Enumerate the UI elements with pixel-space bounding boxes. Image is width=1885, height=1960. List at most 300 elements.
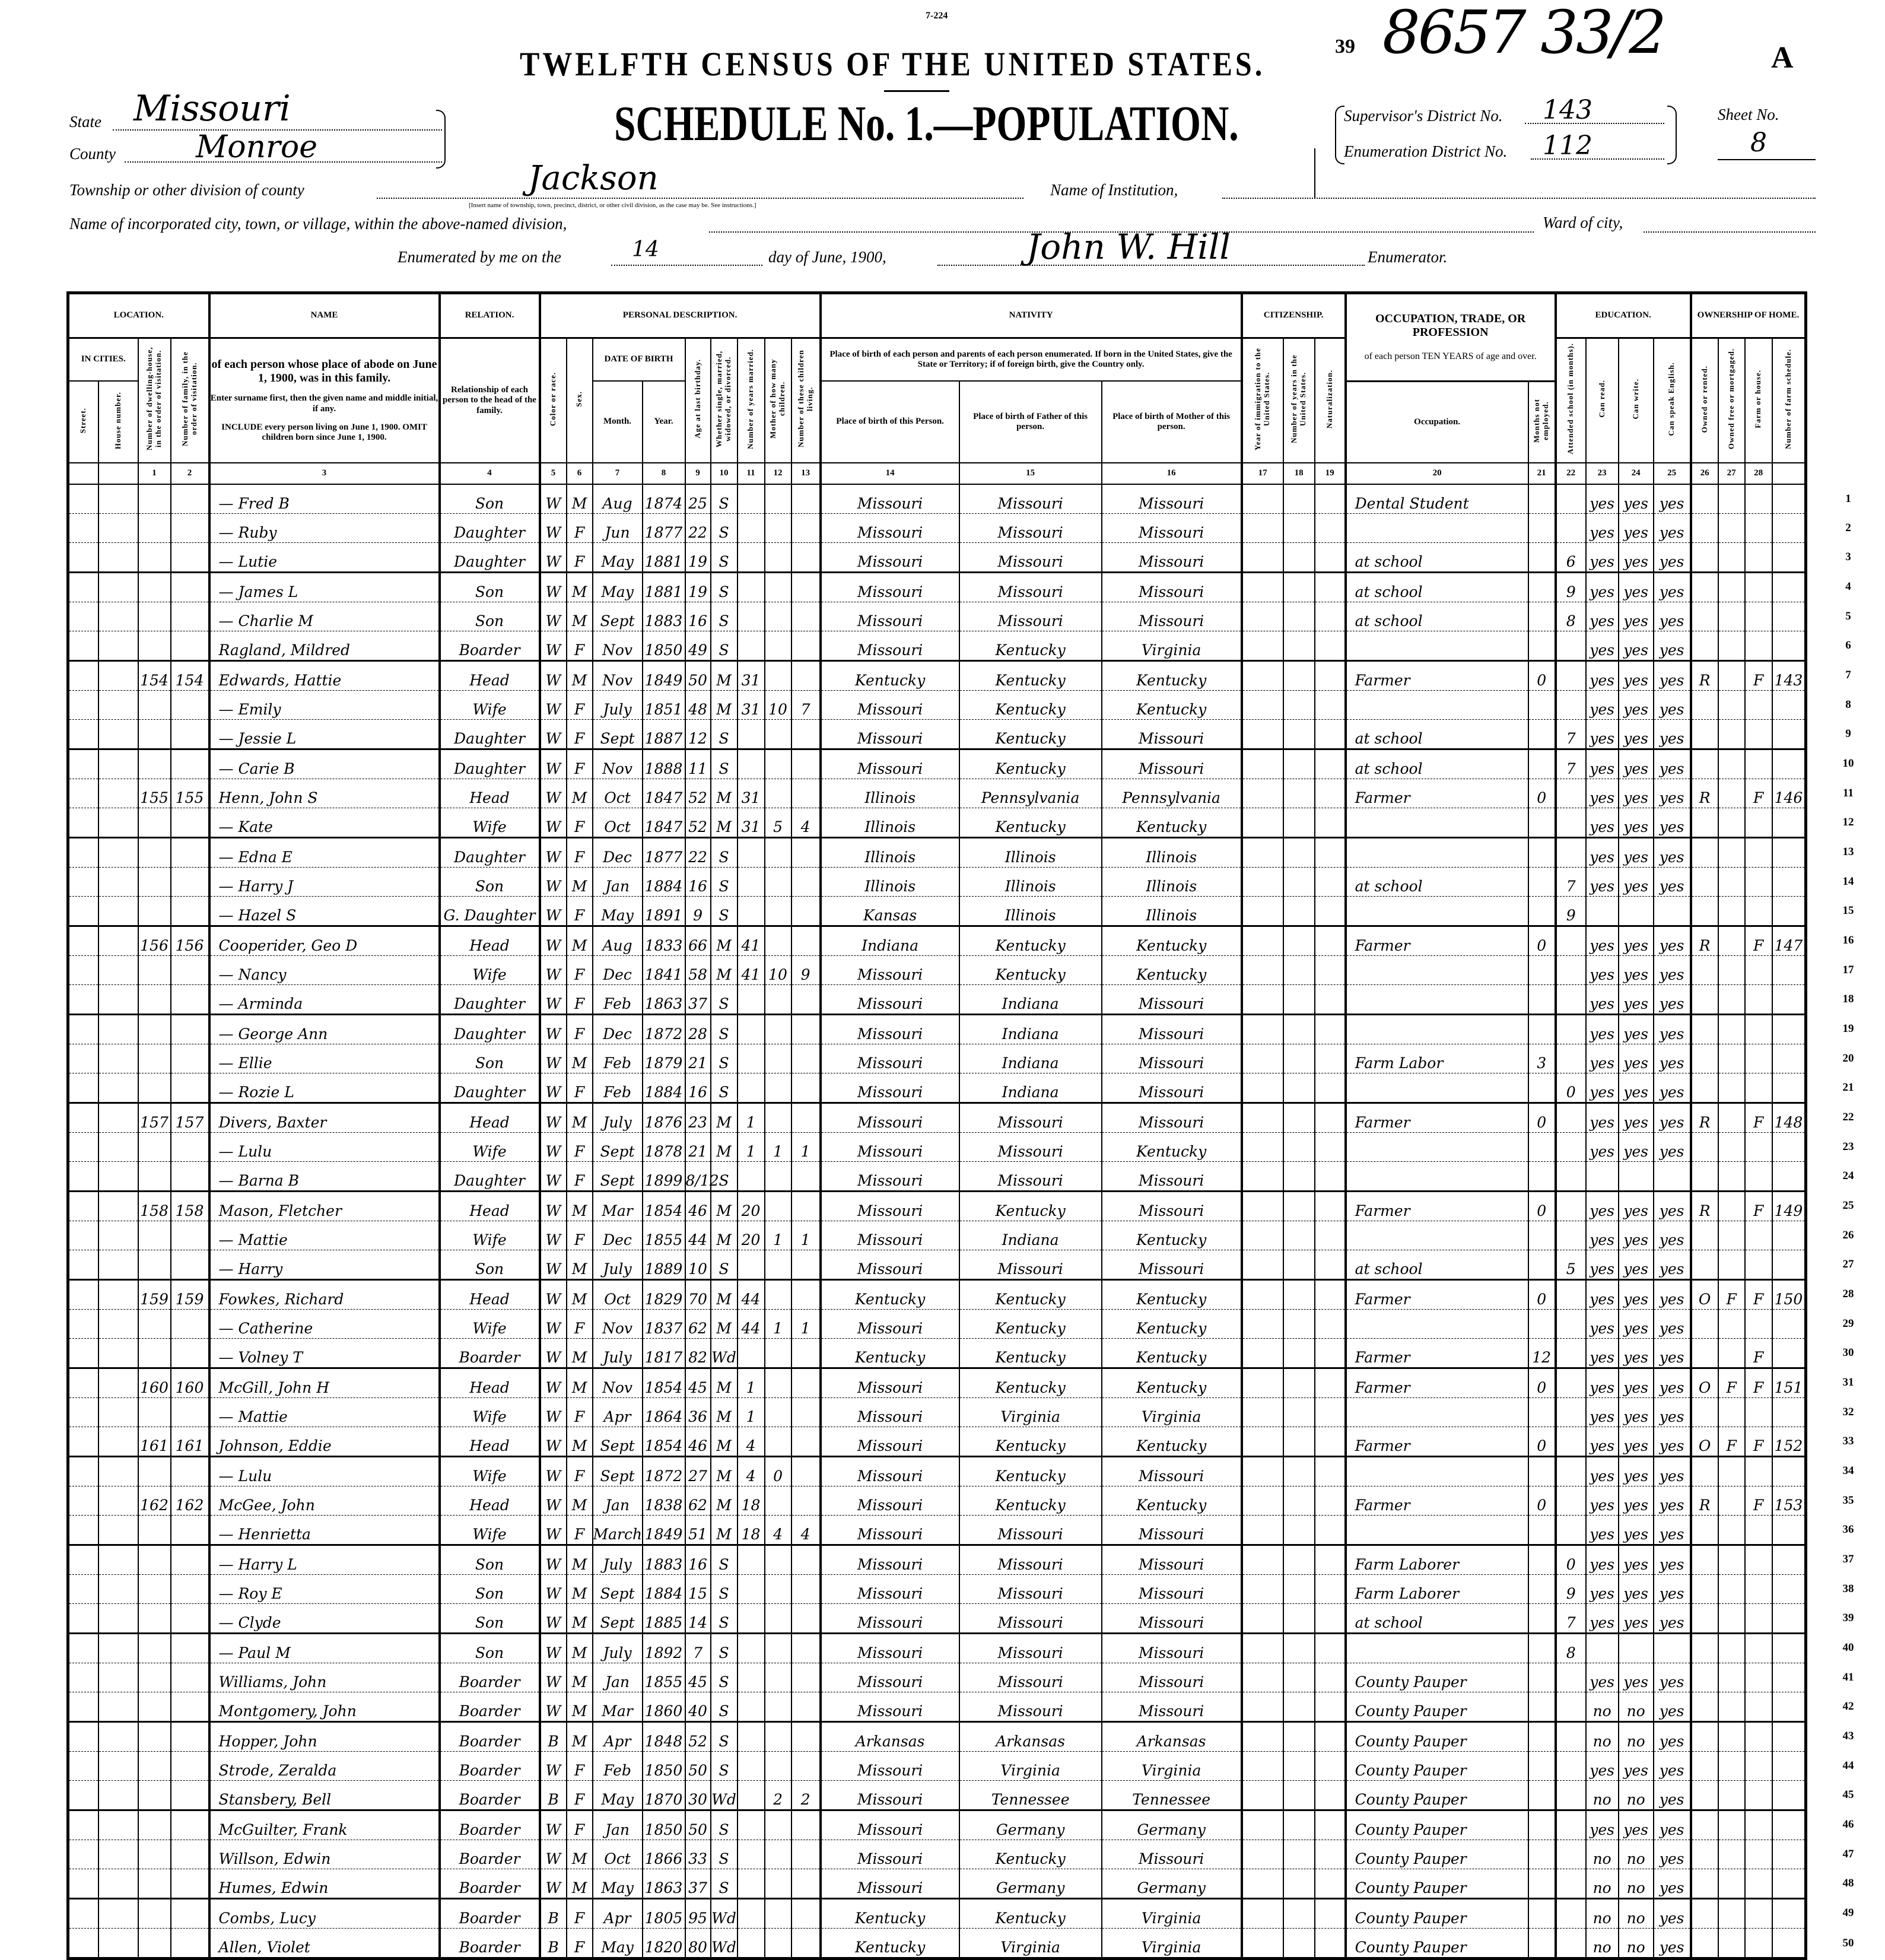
cell-relation: Daughter [440, 984, 540, 1014]
cell-family-number: 161 [171, 1427, 209, 1456]
cell-birth-month: July [593, 1338, 643, 1368]
cell-attended-school [1556, 1103, 1586, 1132]
cell-farm-schedule [1772, 955, 1806, 984]
cell-can-read: yes [1586, 926, 1619, 955]
cell-birthplace-father: Indiana [959, 1073, 1102, 1103]
cell-birth-year: 1848 [643, 1721, 685, 1751]
cell-marital-status: M [711, 1397, 738, 1427]
cell-mother-of [765, 1721, 791, 1751]
cell-free-mortgaged [1718, 1515, 1745, 1545]
table-row [68, 779, 1806, 808]
cell-years-in-us [1283, 749, 1315, 779]
cell-attended-school [1556, 1898, 1586, 1928]
cell-mother-of [765, 779, 791, 808]
cell-children-living [791, 1663, 821, 1692]
cell-name: — Lulu [209, 1456, 440, 1486]
cell-dwelling-number [138, 572, 171, 602]
cell-years-in-us [1283, 1073, 1315, 1103]
cell-family-number [171, 1574, 209, 1603]
cell-attended-school [1556, 1456, 1586, 1486]
cell-age: 7 [685, 1633, 711, 1663]
cell-birth-year: 1872 [643, 1014, 685, 1044]
cell-name: McGill, John H [209, 1368, 440, 1397]
cell-years-in-us [1283, 1368, 1315, 1397]
cell-birth-month: July [593, 1250, 643, 1279]
cell-relation: Wife [440, 955, 540, 984]
cell-years-married [738, 1073, 765, 1103]
cell-occupation: Farmer [1346, 1486, 1528, 1515]
header-owned-rented: Owned or rented. [1691, 338, 1718, 463]
cell-birth-month: Oct [593, 1279, 643, 1309]
cell-sex: M [567, 572, 593, 602]
cell-birthplace-father: Kentucky [959, 955, 1102, 984]
cell-months-not-employed [1528, 542, 1556, 572]
cell-attended-school [1556, 1161, 1586, 1191]
cell-street [68, 867, 98, 896]
census-title: TWELFTH CENSUS OF THE UNITED STATES. [520, 45, 1266, 83]
cell-owned-rented [1691, 1161, 1718, 1191]
table-row [68, 484, 1806, 514]
cell-occupation: Farm Laborer [1346, 1574, 1528, 1603]
cell-relation: Head [440, 1191, 540, 1221]
cell-occupation: County Pauper [1346, 1663, 1528, 1692]
cell-street [68, 572, 98, 602]
cell-children-living [791, 660, 821, 690]
cell-birth-month: Sept [593, 1161, 643, 1191]
cell-immigration-year [1242, 1103, 1283, 1132]
cell-months-not-employed [1528, 1663, 1556, 1692]
cell-can-write: yes [1619, 984, 1654, 1014]
cell-years-married [738, 542, 765, 572]
cell-birthplace-father: Missouri [959, 1132, 1102, 1161]
cell-immigration-year [1242, 602, 1283, 631]
cell-immigration-year [1242, 1545, 1283, 1574]
cell-street [68, 1132, 98, 1161]
cell-birthplace-person: Missouri [821, 1633, 959, 1663]
cell-birthplace-mother: Germany [1102, 1869, 1242, 1898]
cell-free-mortgaged [1718, 1810, 1745, 1840]
cell-months-not-employed: 0 [1528, 1191, 1556, 1221]
cell-years-in-us [1283, 955, 1315, 984]
cell-owned-rented [1691, 1456, 1718, 1486]
cell-occupation [1346, 1456, 1528, 1486]
cell-owned-rented [1691, 1751, 1718, 1780]
cell-immigration-year [1242, 1368, 1283, 1397]
cell-years-married [738, 1545, 765, 1574]
cell-house-number [98, 513, 138, 542]
cell-birth-year: 1885 [643, 1603, 685, 1633]
cell-years-married [738, 837, 765, 867]
cell-free-mortgaged [1718, 1898, 1745, 1928]
line-number: 4 [1845, 580, 1851, 593]
cell-years-in-us [1283, 1427, 1315, 1456]
cell-name: McGuilter, Frank [209, 1810, 440, 1840]
cell-can-speak-english: yes [1654, 1751, 1691, 1780]
cell-owned-rented [1691, 1132, 1718, 1161]
cell-naturalization [1315, 484, 1346, 514]
cell-age: 52 [685, 808, 711, 837]
header-can-read: Can read. [1586, 338, 1619, 463]
cell-age: 36 [685, 1397, 711, 1427]
cell-naturalization [1315, 690, 1346, 719]
cell-occupation: at school [1346, 572, 1528, 602]
cell-relation: Son [440, 1545, 540, 1574]
cell-years-married: 20 [738, 1191, 765, 1221]
cell-immigration-year [1242, 542, 1283, 572]
cell-farm-schedule [1772, 984, 1806, 1014]
cell-street [68, 1515, 98, 1545]
cell-sex: F [567, 808, 593, 837]
cell-family-number [171, 896, 209, 926]
table-row [68, 926, 1806, 955]
cell-immigration-year [1242, 896, 1283, 926]
cell-house-number [98, 719, 138, 749]
cell-house-number [98, 690, 138, 719]
cell-birthplace-person: Missouri [821, 1486, 959, 1515]
cell-age: 21 [685, 1044, 711, 1073]
cell-years-in-us [1283, 837, 1315, 867]
cell-relation: Boarder [440, 1928, 540, 1958]
cell-free-mortgaged [1718, 1603, 1745, 1633]
cell-birth-month: Feb [593, 1073, 643, 1103]
cell-street [68, 1338, 98, 1368]
cell-attended-school [1556, 631, 1586, 660]
cell-naturalization [1315, 1633, 1346, 1663]
cell-marital-status: S [711, 867, 738, 896]
line-number: 45 [1842, 1789, 1854, 1802]
cell-can-write [1619, 1633, 1654, 1663]
header-nativity-description: Place of birth of each person and parents of each person enumerated. If born in the United States, give the State or Territory; if of foreign birth, give the Country only. [821, 338, 1242, 382]
cell-mother-of: 0 [765, 1456, 791, 1486]
cell-birth-year: 1887 [643, 719, 685, 749]
cell-color: W [540, 1869, 567, 1898]
cell-birth-month: Dec [593, 955, 643, 984]
cell-owned-rented: O [1691, 1427, 1718, 1456]
cell-free-mortgaged [1718, 749, 1745, 779]
cell-months-not-employed [1528, 1633, 1556, 1663]
cell-dwelling-number [138, 1044, 171, 1073]
cell-farm-house [1745, 984, 1772, 1014]
cell-farm-schedule: 143 [1772, 660, 1806, 690]
cell-birth-year: 1899 [643, 1161, 685, 1191]
cell-relation: Boarder [440, 1869, 540, 1898]
cell-naturalization [1315, 749, 1346, 779]
cell-years-married: 18 [738, 1515, 765, 1545]
cell-birthplace-mother: Kentucky [1102, 1368, 1242, 1397]
cell-birthplace-mother: Missouri [1102, 1073, 1242, 1103]
cell-immigration-year [1242, 1751, 1283, 1780]
cell-farm-house: F [1745, 1191, 1772, 1221]
table-row [68, 1869, 1806, 1898]
sheet-line [1718, 159, 1816, 160]
cell-farm-house [1745, 749, 1772, 779]
cell-owned-rented [1691, 1014, 1718, 1044]
cell-sex: F [567, 1810, 593, 1840]
cell-free-mortgaged [1718, 1751, 1745, 1780]
cell-months-not-employed [1528, 1014, 1556, 1044]
cell-birth-month: Oct [593, 808, 643, 837]
cell-name: — Rozie L [209, 1073, 440, 1103]
cell-attended-school [1556, 1692, 1586, 1721]
cell-birthplace-father: Missouri [959, 1603, 1102, 1633]
table-row [68, 1898, 1806, 1928]
cell-owned-rented [1691, 1574, 1718, 1603]
cell-owned-rented: O [1691, 1368, 1718, 1397]
cell-age: 50 [685, 660, 711, 690]
cell-birthplace-mother: Missouri [1102, 1191, 1242, 1221]
cell-can-write: no [1619, 1721, 1654, 1751]
cell-free-mortgaged [1718, 572, 1745, 602]
header-free-mortgaged: Owned free or mortgaged. [1718, 338, 1745, 463]
cell-birth-month: Oct [593, 779, 643, 808]
cell-birthplace-person: Missouri [821, 1869, 959, 1898]
cell-farm-schedule [1772, 631, 1806, 660]
cell-house-number [98, 1486, 138, 1515]
cell-age: 46 [685, 1191, 711, 1221]
cell-relation: Son [440, 572, 540, 602]
cell-farm-house [1745, 1721, 1772, 1751]
cell-color: W [540, 749, 567, 779]
cell-can-speak-english: yes [1654, 1309, 1691, 1338]
cell-years-married [738, 1780, 765, 1810]
cell-children-living: 2 [791, 1780, 821, 1810]
cell-children-living [791, 896, 821, 926]
cell-color: W [540, 1515, 567, 1545]
cell-months-not-employed [1528, 837, 1556, 867]
header-relation-description: Relationship of each person to the head of the family. [440, 338, 540, 463]
column-number: 5 [540, 463, 567, 484]
cell-house-number [98, 1692, 138, 1721]
cell-marital-status: S [711, 1810, 738, 1840]
cell-street [68, 1574, 98, 1603]
table-row [68, 1397, 1806, 1427]
cell-birthplace-mother: Tennessee [1102, 1780, 1242, 1810]
cell-house-number [98, 896, 138, 926]
cell-children-living [791, 1603, 821, 1633]
cell-immigration-year [1242, 1928, 1283, 1958]
cell-dwelling-number [138, 513, 171, 542]
column-number: 1 [138, 463, 171, 484]
column-number: 24 [1619, 463, 1654, 484]
cell-farm-schedule [1772, 572, 1806, 602]
cell-birth-month: Dec [593, 1014, 643, 1044]
cell-months-not-employed [1528, 484, 1556, 514]
cell-farm-house [1745, 1780, 1772, 1810]
cell-can-write [1619, 1161, 1654, 1191]
cell-months-not-employed [1528, 1928, 1556, 1958]
cell-can-write: yes [1619, 1221, 1654, 1250]
cell-birthplace-father: Kentucky [959, 1456, 1102, 1486]
cell-can-write: yes [1619, 1574, 1654, 1603]
cell-street [68, 1221, 98, 1250]
cell-years-in-us [1283, 867, 1315, 896]
column-number [98, 463, 138, 484]
group-nativity: NATIVITY [821, 293, 1242, 338]
cell-age: 44 [685, 1221, 711, 1250]
cell-children-living [791, 1928, 821, 1958]
cell-birth-year: 1878 [643, 1132, 685, 1161]
cell-marital-status: M [711, 1279, 738, 1309]
cell-can-write: yes [1619, 1309, 1654, 1338]
cell-months-not-employed: 0 [1528, 926, 1556, 955]
cell-dwelling-number: 156 [138, 926, 171, 955]
cell-occupation: County Pauper [1346, 1692, 1528, 1721]
cell-mother-of [765, 867, 791, 896]
table-row [68, 1456, 1806, 1486]
cell-family-number [171, 1898, 209, 1928]
cell-occupation [1346, 1161, 1528, 1191]
cell-name: Combs, Lucy [209, 1898, 440, 1928]
cell-age: 49 [685, 631, 711, 660]
cell-months-not-employed [1528, 1545, 1556, 1574]
cell-house-number [98, 1721, 138, 1751]
cell-attended-school [1556, 1840, 1586, 1869]
cell-free-mortgaged [1718, 1633, 1745, 1663]
cell-birthplace-person: Missouri [821, 1810, 959, 1840]
cell-months-not-employed [1528, 1751, 1556, 1780]
cell-free-mortgaged [1718, 1103, 1745, 1132]
cell-relation: Daughter [440, 513, 540, 542]
cell-color: W [540, 1603, 567, 1633]
cell-birthplace-mother: Kentucky [1102, 1427, 1242, 1456]
cell-can-write: yes [1619, 1250, 1654, 1279]
cell-birth-month: Jan [593, 867, 643, 896]
cell-years-married [738, 1663, 765, 1692]
cell-mother-of: 4 [765, 1515, 791, 1545]
cell-owned-rented [1691, 984, 1718, 1014]
cell-occupation: Farmer [1346, 1191, 1528, 1221]
cell-birth-year: 1850 [643, 631, 685, 660]
cell-house-number [98, 955, 138, 984]
cell-family-number [171, 837, 209, 867]
cell-years-in-us [1283, 1869, 1315, 1898]
cell-marital-status: M [711, 1427, 738, 1456]
cell-farm-house: F [1745, 1368, 1772, 1397]
cell-relation: Boarder [440, 1898, 540, 1928]
cell-birthplace-mother: Missouri [1102, 1692, 1242, 1721]
cell-street [68, 719, 98, 749]
cell-marital-status: S [711, 1073, 738, 1103]
cell-farm-house: F [1745, 1279, 1772, 1309]
cell-birthplace-mother: Kentucky [1102, 690, 1242, 719]
cell-years-married [738, 1721, 765, 1751]
cell-can-write: yes [1619, 926, 1654, 955]
cell-years-in-us [1283, 1663, 1315, 1692]
cell-house-number [98, 484, 138, 514]
cell-years-married: 1 [738, 1368, 765, 1397]
table-row [68, 1368, 1806, 1397]
cell-owned-rented [1691, 1515, 1718, 1545]
cell-sex: F [567, 690, 593, 719]
column-number: 9 [685, 463, 711, 484]
cell-months-not-employed [1528, 1840, 1556, 1869]
table-row [68, 1044, 1806, 1073]
table-row [68, 1603, 1806, 1633]
cell-birthplace-mother: Missouri [1102, 1574, 1242, 1603]
cell-birthplace-person: Illinois [821, 779, 959, 808]
cell-years-in-us [1283, 1338, 1315, 1368]
cell-free-mortgaged [1718, 484, 1745, 514]
cell-sex: F [567, 1309, 593, 1338]
cell-farm-house [1745, 955, 1772, 984]
cell-occupation: at school [1346, 542, 1528, 572]
table-row [68, 1073, 1806, 1103]
cell-birthplace-person: Missouri [821, 542, 959, 572]
cell-age: 25 [685, 484, 711, 514]
cell-immigration-year [1242, 1338, 1283, 1368]
table-row [68, 1663, 1806, 1692]
cell-years-married [738, 1250, 765, 1279]
cell-birthplace-mother: Virginia [1102, 1928, 1242, 1958]
table-row [68, 1191, 1806, 1221]
cell-immigration-year [1242, 660, 1283, 690]
cell-immigration-year [1242, 1250, 1283, 1279]
cell-immigration-year [1242, 1663, 1283, 1692]
cell-free-mortgaged [1718, 1073, 1745, 1103]
cell-birthplace-person: Missouri [821, 1692, 959, 1721]
cell-house-number [98, 1456, 138, 1486]
cell-color: W [540, 867, 567, 896]
cell-months-not-employed: 0 [1528, 1279, 1556, 1309]
cell-birthplace-person: Kentucky [821, 1338, 959, 1368]
cell-house-number [98, 572, 138, 602]
cell-birthplace-father: Virginia [959, 1397, 1102, 1427]
cell-house-number [98, 1250, 138, 1279]
cell-mother-of [765, 1574, 791, 1603]
cell-street [68, 1103, 98, 1132]
cell-can-read: yes [1586, 631, 1619, 660]
cell-can-speak-english: yes [1654, 1103, 1691, 1132]
cell-free-mortgaged [1718, 1486, 1745, 1515]
cell-farm-house [1745, 896, 1772, 926]
line-number: 19 [1842, 1022, 1854, 1035]
institution-label: Name of Institution, [1050, 181, 1178, 199]
cell-family-number [171, 1603, 209, 1633]
cell-farm-schedule [1772, 1132, 1806, 1161]
cell-naturalization [1315, 513, 1346, 542]
header-months-not-employed: Months not employed. [1528, 381, 1556, 463]
cell-color: B [540, 1780, 567, 1810]
cell-years-married [738, 602, 765, 631]
cell-marital-status: M [711, 690, 738, 719]
cell-color: W [540, 631, 567, 660]
cell-years-in-us [1283, 484, 1315, 514]
cell-family-number [171, 1928, 209, 1958]
cell-birthplace-person: Missouri [821, 1515, 959, 1545]
cell-can-write: yes [1619, 1044, 1654, 1073]
cell-street [68, 1898, 98, 1928]
cell-house-number [98, 1014, 138, 1044]
county-label: County [69, 145, 116, 163]
cell-name: Humes, Edwin [209, 1869, 440, 1898]
cell-marital-status: S [711, 837, 738, 867]
table-row [68, 1692, 1806, 1721]
line-number: 6 [1845, 639, 1851, 652]
cell-can-speak-english: yes [1654, 1721, 1691, 1751]
cell-can-speak-english [1654, 896, 1691, 926]
cell-birthplace-father: Kentucky [959, 719, 1102, 749]
cell-can-write [1619, 896, 1654, 926]
cell-age: 62 [685, 1309, 711, 1338]
cell-birth-year: 1841 [643, 955, 685, 984]
cell-occupation [1346, 1073, 1528, 1103]
cell-name: — Clyde [209, 1603, 440, 1633]
cell-can-speak-english: yes [1654, 631, 1691, 660]
cell-name: — Edna E [209, 837, 440, 867]
cell-street [68, 1545, 98, 1574]
cell-occupation [1346, 984, 1528, 1014]
cell-farm-house [1745, 542, 1772, 572]
